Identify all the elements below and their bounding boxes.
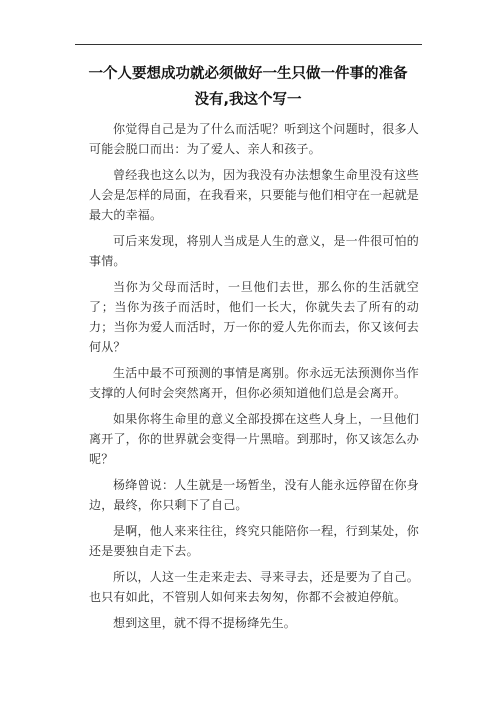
paragraph: 曾经我也这么以为，因为我没有办法想象生命里没有这些人会是怎样的局面，在我看来，只要能与他们相守在一起就是最大的幸福。: [89, 168, 419, 222]
header-rule: [75, 44, 422, 45]
paragraph: 杨绛曾说：人生就是一场暂坐，没有人能永远停留在你身边，最终，你只剩下了自己。: [89, 478, 419, 512]
paragraph: 可后来发现，将别人当成是人生的意义，是一件很可怕的事情。: [89, 234, 419, 268]
document-title-line-1: 一个人要想成功就必须做好一生只做一件事的准备: [88, 66, 408, 82]
paragraph: 想到这里，就不得不提杨绛先生。: [113, 616, 297, 630]
paragraph: 生活中最不可预测的事情是离别。你永远无法预测你当作支撑的人何时会突然离开，但你必须知道他们总是会离开。: [89, 366, 419, 400]
paragraph: 你觉得自己是为了什么而活呢？听到这个问题时，很多人可能会脱口而出：为了爱人、亲人和孩子。: [89, 122, 419, 156]
paragraph: 如果你将生命里的意义全部投掷在这些人身上，一旦他们离开了，你的世界就会变得一片黑暗。到那时，你又该怎么办呢？: [89, 412, 419, 466]
paragraph: 当你为父母而活时，一旦他们去世，那么你的生活就空了；当你为孩子而活时，他们一长大，你就失去了所有的动力；当你为爱人而活时，万一你的爱人先你而去，你又该何去何从？: [89, 280, 419, 354]
paragraph: 是啊，他人来来往往，终究只能陪你一程，行到某处，你还是要独自走下去。: [89, 524, 419, 558]
paragraph: 所以，人这一生走来走去、寻来寻去，还是要为了自己。也只有如此，不管别人如何来去匆匆，你都不会被迫停航。: [89, 570, 419, 604]
document-title-line-2: 没有,我这个写一: [194, 92, 302, 108]
document-body: [89, 119, 419, 639]
